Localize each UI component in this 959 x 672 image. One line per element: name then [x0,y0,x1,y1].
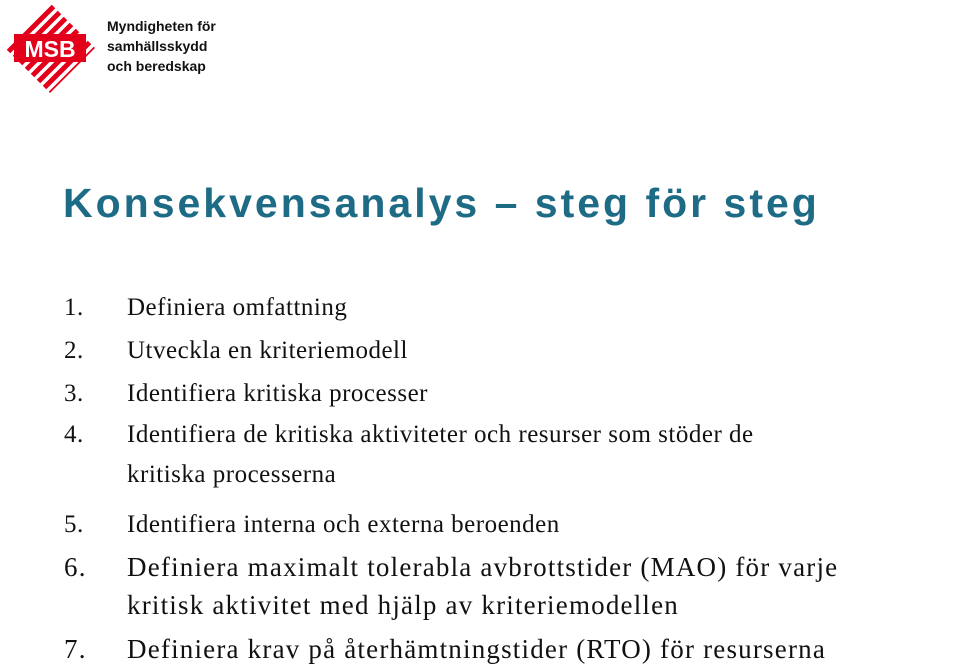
list-item [64,415,957,495]
list-item [64,329,957,372]
step-number: 1. [64,294,84,321]
logo-name-line-3: och beredskap [107,58,206,74]
step-text-line-2: kritisk aktivitet med hjälp av kriteriemodellen [127,590,680,620]
logo-agency-name [107,16,216,76]
list-item [64,286,957,329]
step-number: 5. [64,511,84,538]
list-item [64,630,957,668]
step-text: Utveckla en kriteriemodell [127,337,408,364]
step-number: 4. [64,421,84,448]
step-number: 7. [64,634,87,664]
step-number: 2. [64,337,84,364]
list-item [64,372,957,415]
step-text-line-1: Identifiera de kritiska aktiviteter och resurser som stöder de [127,421,754,448]
msb-logo [4,2,224,94]
step-number: 3. [64,380,84,407]
msb-logo-mark-icon [4,2,96,94]
list-item [64,503,957,546]
slide-title: Konsekvensanalys – steg för steg [63,180,820,226]
step-text-line-2: kritiska processerna [127,461,337,488]
step-text: Identifiera interna och externa beroenden [127,511,560,538]
step-text: Definiera krav på återhämtningstider (RTO) för resurserna [127,634,827,664]
step-text: Identifiera kritiska processer [127,380,428,407]
logo-name-line-2: samhällsskydd [107,38,208,54]
list-item [64,548,957,624]
step-number: 6. [64,552,87,582]
step-list [64,286,957,668]
logo-mark-text: MSB [24,36,76,62]
step-text-line-1: Definiera maximalt tolerabla avbrottstider (MAO) för varje [127,552,839,582]
step-text: Definiera omfattning [127,294,348,321]
logo-name-line-1: Myndigheten för [107,18,216,34]
